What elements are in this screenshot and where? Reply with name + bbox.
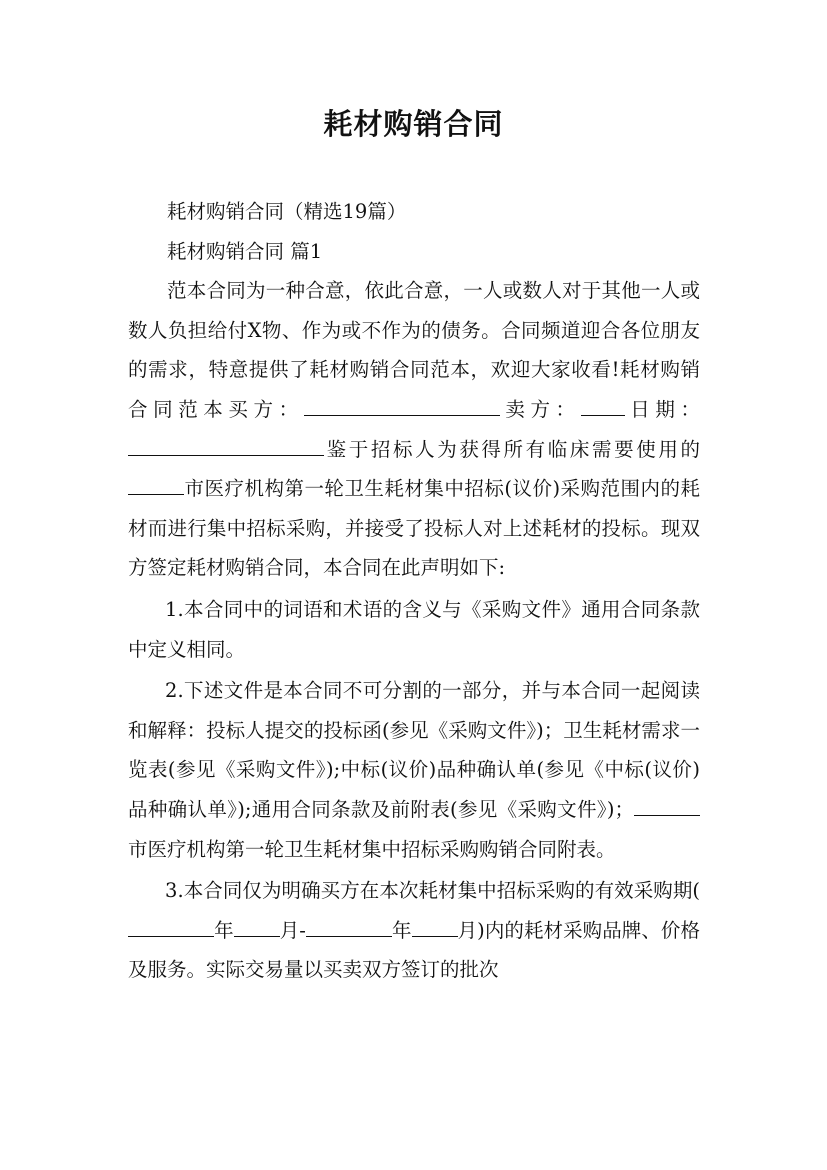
clause-3-text-d: 年 (391, 918, 412, 942)
subtitle-line: 耗材购销合同（精选19篇） (167, 200, 407, 223)
date-blank (128, 436, 324, 456)
end-year-blank (306, 917, 392, 937)
clause-1: 1.本合同中的词语和术语的含义与《采购文件》通用合同条款中定义相同。 (128, 597, 700, 661)
end-month-blank (412, 917, 458, 937)
start-month-blank (234, 917, 280, 937)
section-heading: 耗材购销合同 篇1 (167, 239, 323, 263)
paragraph-intro (128, 271, 700, 588)
clause-2-text-b: 市医疗机构第一轮卫生耗材集中招标采购购销合同附表。 (128, 837, 616, 861)
clause-3-text-a: 3.本合同仅为明确买方在本次耗材集中招标采购的有效采购期( (165, 879, 700, 903)
clause-3 (128, 871, 700, 990)
clause-3-text-c: 月- (279, 918, 306, 942)
intro-text-c: 日期： (624, 397, 700, 421)
city-blank-2 (634, 796, 700, 816)
city-blank (128, 476, 184, 496)
document-title: 耗材购销合同 (323, 107, 504, 141)
seller-blank (581, 396, 625, 416)
clause-2 (128, 671, 700, 869)
buyer-blank (304, 396, 500, 416)
document-body (128, 192, 700, 990)
intro-text-d: 鉴于招标人为获得所有临床需要使用的 (324, 437, 700, 461)
clause-3-text-b: 年 (214, 918, 234, 942)
intro-text-b: 卖方： (499, 397, 581, 421)
clause-3-text-e: 月)内的耗材采购品牌、价格及服务。实际交易量以买卖双方签订的批次 (128, 918, 700, 982)
intro-text-e: 市医疗机构第一轮卫生耗材集中招标(议价)采购范围内的耗材而进行集中招标采购，并接受了投标人对上述耗材的投标。现双方签定耗材购销合同，本合同在此声明如下: (128, 477, 700, 580)
intro-text-a: 范本合同为一种合意，依此合意，一人或数人对于其他一人或数人负担给付X物、作为或不作为的债务。合同频道迎合各位朋友的需求，特意提供了耗材购销合同范本，欢迎大家收看!耗材购销合同范本买方： (128, 279, 700, 421)
start-year-blank (128, 917, 214, 937)
clause-2-text-a: 2.下述文件是本合同不可分割的一部分，并与本合同一起阅读和解释：投标人提交的投标函(参见《采购文件》)；卫生耗材需求一览表(参见《采购文件》);中标(议价)品种确认单(参见《中标(议价)品种确认单》);通用合同条款及前附表(参见《采购文件》)； (128, 679, 700, 821)
